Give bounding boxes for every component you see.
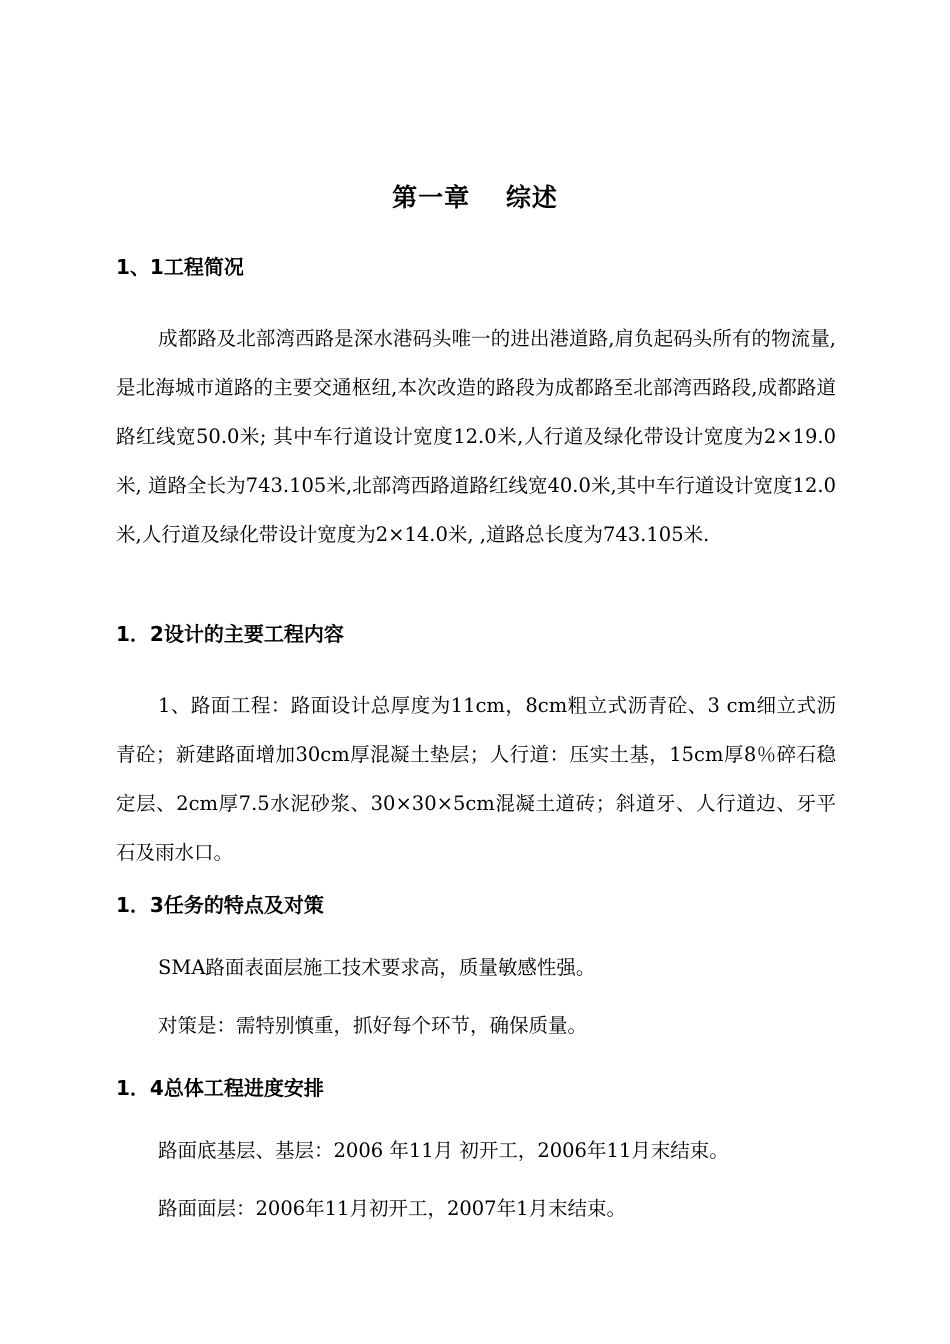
section-heading: 1、1工程简况 [116, 255, 244, 279]
body-line: 对策是：需特别慎重，抓好每个环节，确保质量。 [158, 1014, 588, 1037]
section-heading: 1．3任务的特点及对策 [116, 893, 324, 917]
section-heading: 1．4总体工程进度安排 [116, 1076, 324, 1100]
section-task-features [116, 890, 836, 1041]
body-line: 路面底基层、基层：2006 年11月 初开工，2006年11月末结束。 [158, 1139, 729, 1162]
chapter-title: 第一章 综述 [392, 183, 558, 212]
section-design-content [116, 619, 836, 877]
body-line: SMA路面表面层施工技术要求高，质量敏感性强。 [158, 956, 596, 979]
body-paragraph: 1、路面工程：路面设计总厚度为11cm，8cm粗立式沥青砼、3 cm细立式沥青砼；新建路面增加30cm厚混凝土垫层；人行道：压实土基，15cm厚8％碎石稳定层、2cm厚7.5水泥砂浆、30×30×5cm混凝土道砖；斜道牙、人行道边、牙平石及雨水口。 [116, 694, 836, 864]
body-paragraph: 成都路及北部湾西路是深水港码头唯一的进出港道路,肩负起码头所有的物流量,是北海城市道路的主要交通枢纽,本次改造的路段为成都路至北部湾西路段,成都路道路红线宽50.0米; 其中车行道设计宽度12.0米,人行道及绿化带设计宽度为2×19.0米, 道路全长为743.105米,北部湾西路道路红线宽40.0米,其中车行道设计宽度12.0米,人行道及绿化带设计宽度为2×14.0米, ,道路总长度为743.105米. [116, 327, 836, 546]
section-project-overview [116, 252, 836, 559]
section-schedule [116, 1073, 836, 1224]
body-line: 路面面层：2006年11月初开工，2007年1月末结束。 [158, 1197, 626, 1220]
section-heading: 1．2设计的主要工程内容 [116, 622, 344, 646]
